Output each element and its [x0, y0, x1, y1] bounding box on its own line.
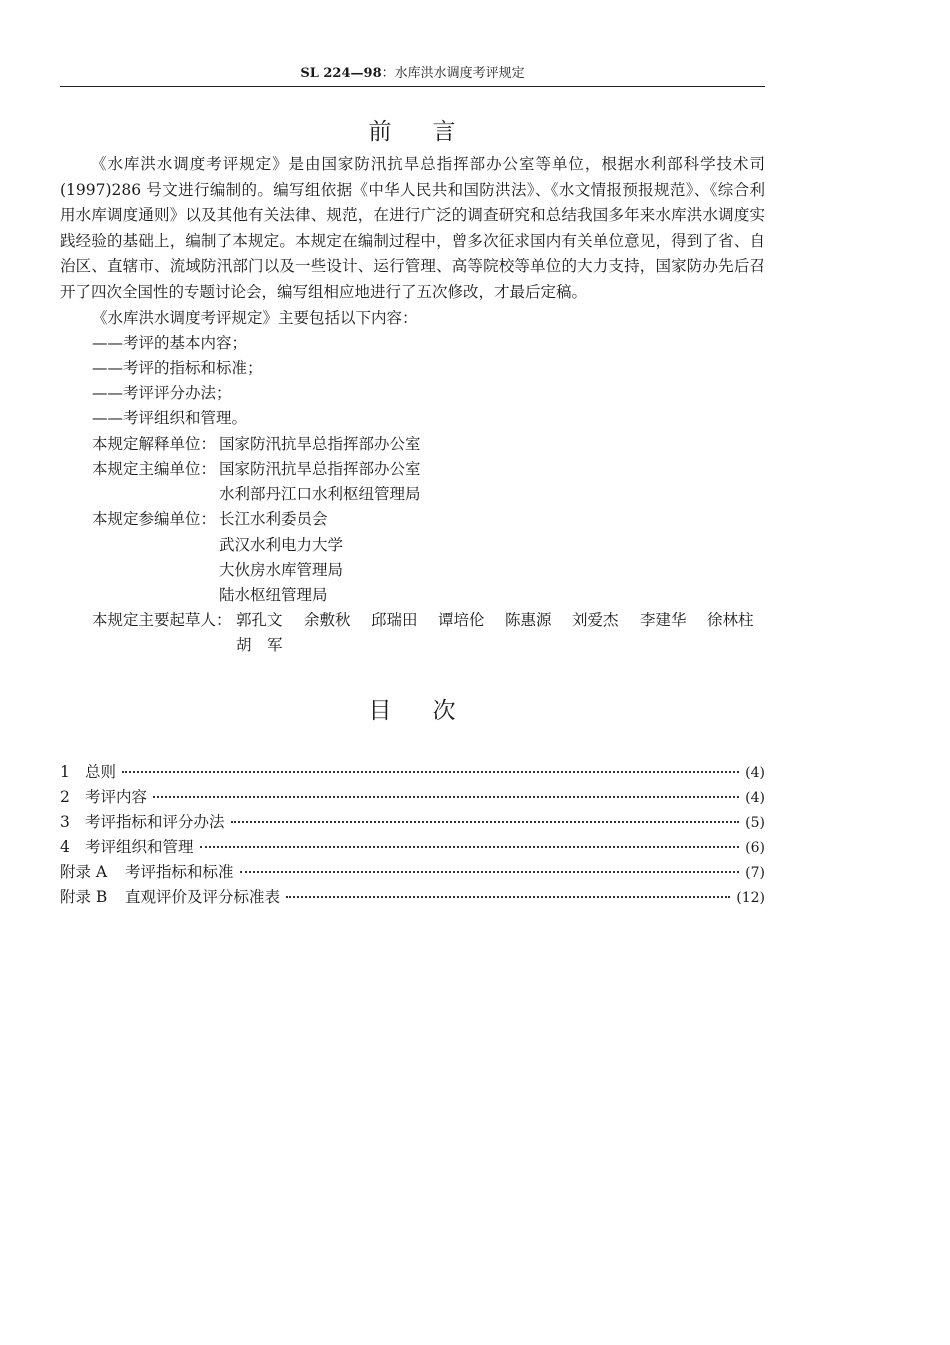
participant-unit: 长江水利委员会 — [219, 510, 328, 528]
toc-entry-title: 考评指标和标准 — [125, 863, 234, 881]
drafter-name: 刘爱杰 — [572, 611, 619, 629]
toc-entry-page: (5) — [745, 815, 765, 831]
preface-paragraph: 《水库洪水调度考评规定》是由国家防汛抗旱总指挥部办公室等单位，根据水利部科学技术司(1997)286 号文进行编制的。编写组依据《中华人民共和国防洪法》、《水文情报预报规范》、《综合利用水库调度通则》以及其他有关法律、规范，在进行广泛的调查研究和总结我国多年来水库洪水调度实践经验的基础上，编制了本规定。本规定在编制过程中，曾多次征求国内有关单位意见，得到了省、自治区、直辖市、流域防汛部门以及一些设计、运行管理、高等院校等单位的大力支持，国家防办先后召开了四次全国性的专题讨论会，编写组相应地进行了五次修改，才最后定稿。 — [60, 155, 765, 301]
header-separator: ： — [381, 66, 395, 81]
toc-entry[interactable] — [60, 885, 765, 907]
toc-entry-number: 1 — [60, 763, 70, 781]
drafter-name: 邱瑞田 — [371, 611, 418, 629]
content-item: ——考评评分办法； — [92, 384, 232, 402]
running-header — [60, 62, 765, 81]
drafter-name: 李建华 — [640, 611, 687, 629]
toc-entry-page: (4) — [745, 790, 765, 806]
toc-entry[interactable] — [60, 785, 765, 807]
drafter-name: 谭培伦 — [438, 611, 485, 629]
participants-label: 本规定参编单位： — [92, 510, 217, 528]
participant-unit: 陆水枢纽管理局 — [219, 586, 328, 604]
toc-entry-title: 考评指标和评分办法 — [85, 813, 225, 831]
standard-code: SL 224—98 — [300, 66, 382, 81]
drafter-name: 徐林柱 — [707, 611, 754, 629]
header-rule — [60, 86, 765, 87]
content-item: ——考评组织和管理。 — [92, 409, 248, 427]
preface-title: 前 言 — [368, 119, 457, 145]
toc-entry[interactable] — [60, 835, 765, 857]
toc-leader — [286, 896, 730, 898]
toc-entry-title: 考评内容 — [85, 788, 148, 806]
toc-leader — [200, 846, 740, 848]
toc-leader — [240, 871, 740, 873]
drafter-name: 余敷秋 — [304, 611, 351, 629]
drafter-name: 胡 军 — [236, 636, 283, 654]
interpret-label: 本规定解释单位： — [92, 435, 217, 453]
toc-entry-page: (4) — [745, 765, 765, 781]
contents-intro: 《水库洪水调度考评规定》主要包括以下内容： — [92, 309, 418, 327]
drafter-name: 郭孔文 — [236, 611, 283, 629]
toc-entry-page: (7) — [745, 865, 765, 881]
toc-leader — [122, 771, 739, 773]
participant-unit: 大伙房水库管理局 — [219, 561, 344, 579]
content-item: ——考评的指标和标准； — [92, 359, 263, 377]
drafters-label: 本规定主要起草人： — [92, 611, 232, 629]
toc-entry-title: 直观评价及评分标准表 — [125, 888, 281, 906]
drafter-name: 陈惠源 — [505, 611, 552, 629]
toc-leader — [153, 796, 739, 798]
chief-unit: 国家防汛抗旱总指挥部办公室 — [219, 460, 421, 478]
toc-entry-number: 附录 B — [60, 888, 108, 906]
interpret-value: 国家防汛抗旱总指挥部办公室 — [219, 435, 421, 453]
toc-entry-number: 附录 A — [60, 863, 108, 881]
toc-entry-title: 考评组织和管理 — [85, 838, 194, 856]
content-item: ——考评的基本内容； — [92, 334, 248, 352]
toc-entry[interactable] — [60, 760, 765, 782]
header-title: 水库洪水调度考评规定 — [394, 66, 525, 81]
toc-entry-number: 4 — [60, 838, 70, 856]
chief-unit: 水利部丹江口水利枢纽管理局 — [219, 485, 421, 503]
toc-entry-page: (6) — [745, 840, 765, 856]
toc-entry[interactable] — [60, 860, 765, 882]
toc-entry-number: 2 — [60, 788, 70, 806]
toc-entry-page: (12) — [736, 890, 765, 906]
toc-entry-title: 总则 — [85, 763, 117, 781]
toc-entry[interactable] — [60, 810, 765, 832]
toc-entry-number: 3 — [60, 813, 70, 831]
participant-unit: 武汉水利电力大学 — [219, 536, 344, 554]
chief-label: 本规定主编单位： — [92, 460, 217, 478]
toc-title: 目 次 — [368, 698, 457, 724]
toc-leader — [231, 821, 740, 823]
